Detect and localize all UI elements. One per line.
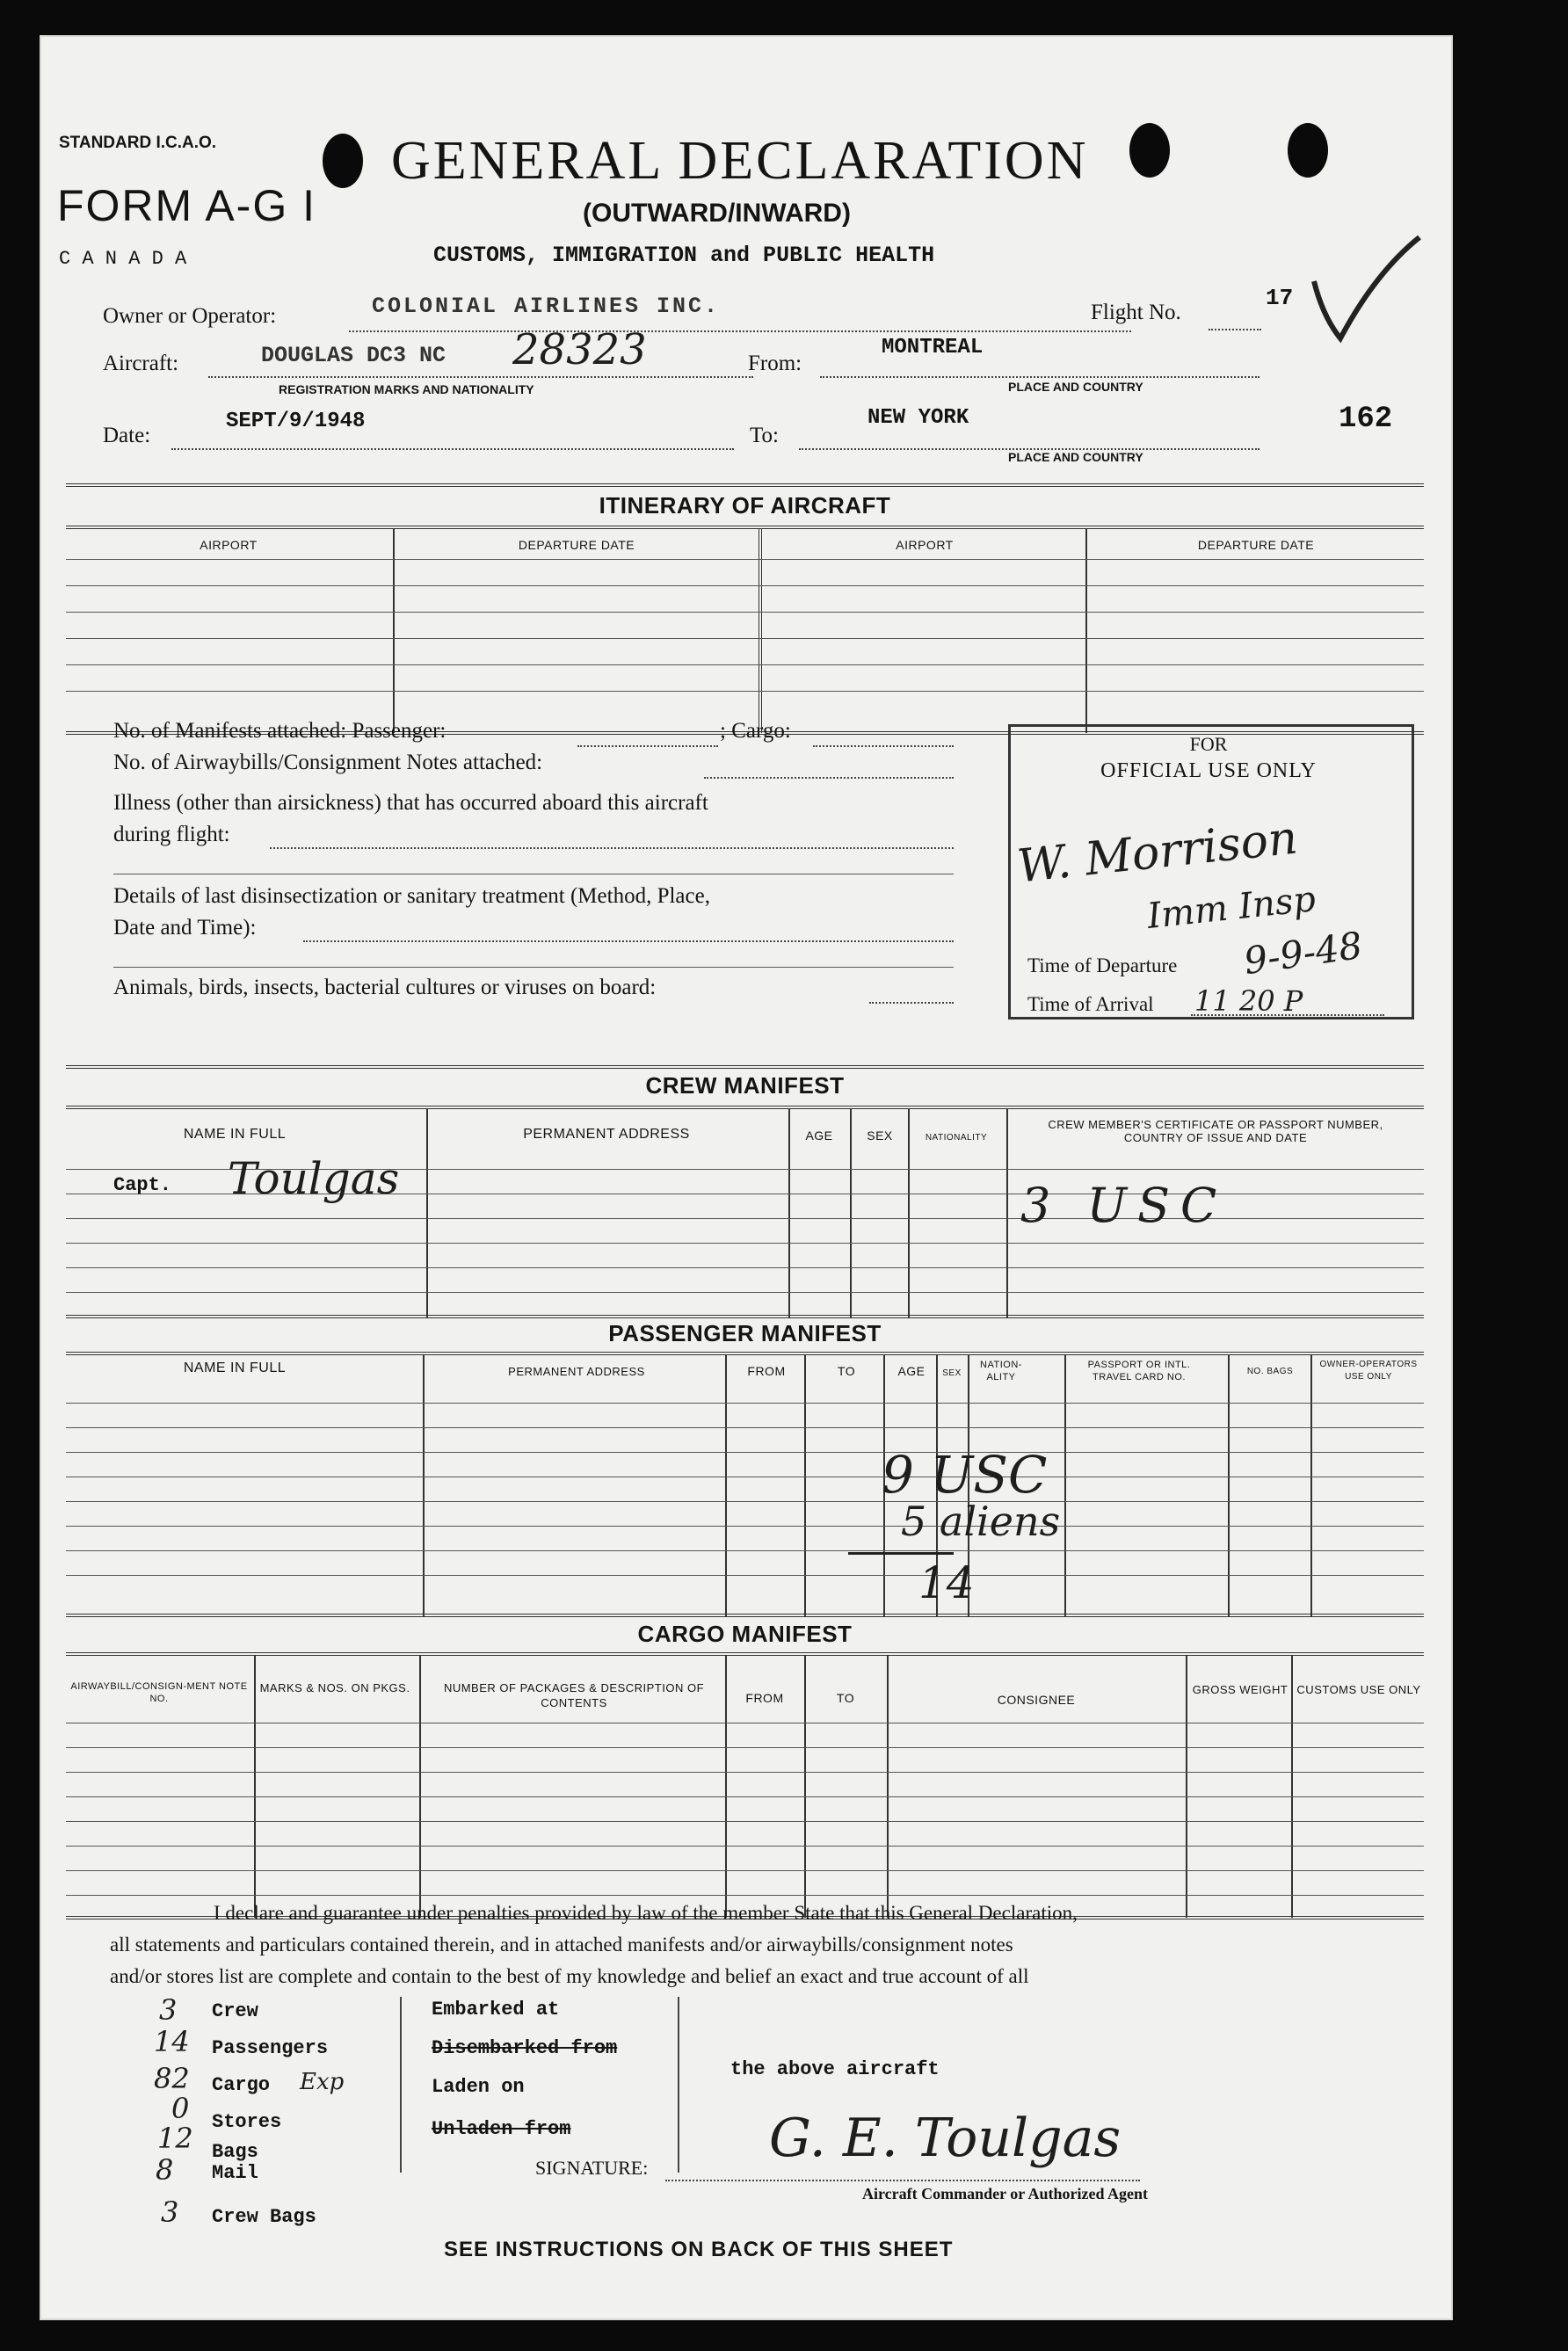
check-mark-icon <box>1305 220 1428 352</box>
animals-line <box>869 1002 954 1004</box>
illness-line <box>270 847 954 849</box>
crew-col-nationality: NATIONALITY <box>925 1133 988 1143</box>
item-passengers: Passengers <box>212 2037 329 2059</box>
crew-col-name: NAME IN FULL <box>183 1127 287 1142</box>
passenger-row-line <box>66 1427 1424 1428</box>
arrival-time-value: 11 20 P <box>1194 984 1303 1018</box>
bracket-left <box>400 1997 402 2173</box>
passenger-total: 14 <box>918 1557 975 1608</box>
crew-row-line <box>66 1267 1424 1268</box>
signature-line <box>665 2180 1140 2181</box>
to-label: To: <box>750 424 779 447</box>
item-cargo: Cargo <box>212 2074 271 2096</box>
itinerary-row-line <box>66 691 1424 692</box>
date-label: Date: <box>103 424 151 447</box>
cargo-row-line <box>66 1895 1424 1896</box>
passenger-col-age: AGE <box>897 1364 926 1378</box>
itinerary-col-date-1: DEPARTURE DATE <box>518 538 635 552</box>
animals-question: Animals, birds, insects, bacterial cultures or viruses on board: <box>113 976 657 999</box>
punch-hole-center <box>1129 123 1170 178</box>
crew-title: CREW MANIFEST <box>645 1072 845 1099</box>
cargo-question: ; Cargo: <box>720 719 791 743</box>
passenger-divider <box>725 1355 727 1617</box>
punch-hole-right <box>1288 123 1328 178</box>
itinerary-head-rule <box>66 526 1424 529</box>
cargo-note: Exp <box>300 2069 345 2095</box>
departure-time-label: Time of Departure <box>1027 954 1178 976</box>
instructions-note: SEE INSTRUCTIONS ON BACK OF THIS SHEET <box>444 2238 954 2261</box>
crew-divider <box>426 1109 428 1318</box>
cargo-row-line <box>66 1796 1424 1797</box>
itinerary-top-rule <box>66 483 1424 487</box>
crew-row-line <box>66 1292 1424 1293</box>
cargo-row-line <box>66 1747 1424 1748</box>
crew-col-address: PERMANENT ADDRESS <box>523 1127 690 1142</box>
crew-col-age: AGE <box>805 1128 833 1143</box>
crew-note: 3 USC <box>1020 1178 1228 1233</box>
passenger-row-line <box>66 1403 1424 1404</box>
count-mail: 8 <box>156 2153 174 2187</box>
itinerary-title: ITINERARY OF AIRCRAFT <box>599 492 891 519</box>
registration-caption: REGISTRATION MARKS AND NATIONALITY <box>279 382 534 396</box>
count-crew: 3 <box>159 1993 178 2027</box>
flight-line <box>1209 329 1261 330</box>
passenger-head-rule <box>66 1352 1424 1355</box>
item-stores: Stores <box>212 2111 282 2133</box>
cargo-head-rule <box>66 1652 1424 1656</box>
cargo-col-customs: CUSTOMS USE ONLY <box>1296 1683 1421 1696</box>
illness-question-cont: during flight: <box>113 823 230 846</box>
count-cargo: 82 <box>154 2062 190 2095</box>
date-value: SEPT/9/1948 <box>226 410 366 433</box>
crew-divider <box>1006 1109 1008 1318</box>
disinsect-question-cont: Date and Time): <box>113 916 257 940</box>
cargo-col-airwaybill: AIRWAYBILL/CONSIGN-MENT NOTE NO. <box>70 1681 248 1704</box>
signature-label: SIGNATURE: <box>535 2157 649 2179</box>
itinerary-row-line <box>66 612 1424 613</box>
passenger-top-rule <box>66 1315 1424 1318</box>
passenger-divider <box>423 1355 425 1617</box>
passenger-col-address: PERMANENT ADDRESS <box>508 1365 645 1378</box>
country-label: C A N A D A <box>59 248 187 270</box>
form-subtitle: CUSTOMS, IMMIGRATION and PUBLIC HEALTH <box>433 243 935 268</box>
itinerary-row-line <box>66 664 1424 665</box>
form-title: GENERAL DECLARATION <box>391 131 1089 191</box>
passenger-divider <box>804 1355 806 1617</box>
from-label: From: <box>748 352 802 375</box>
cargo-row-line <box>66 1870 1424 1871</box>
cargo-col-marks: MARKS & NOS. ON PKGS. <box>259 1681 410 1694</box>
action-unladen: Unladen from <box>432 2118 571 2140</box>
aircraft-label: Aircraft: <box>103 352 179 375</box>
count-crew-bags: 3 <box>161 2195 179 2229</box>
airwaybills-line <box>704 777 954 779</box>
disinsect-line <box>303 940 954 942</box>
itinerary-row-line <box>66 559 1424 560</box>
place-caption-to: PLACE AND COUNTRY <box>1008 450 1143 464</box>
place-caption-from: PLACE AND COUNTRY <box>1008 380 1143 394</box>
aircraft-registration: 28323 <box>512 325 647 374</box>
cargo-manifest-line <box>813 745 954 747</box>
to-value: NEW YORK <box>867 406 969 430</box>
crew-divider <box>788 1109 790 1318</box>
itinerary-row-line <box>66 585 1424 586</box>
cargo-divider <box>1186 1656 1187 1918</box>
owner-label: Owner or Operator: <box>103 304 277 328</box>
itinerary-col-date-2: DEPARTURE DATE <box>1197 538 1315 552</box>
passenger-col-to: TO <box>837 1364 856 1378</box>
passenger-divider <box>1310 1355 1312 1617</box>
itinerary-row-line <box>66 638 1424 639</box>
cargo-row-line <box>66 1821 1424 1822</box>
arrival-time-label: Time of Arrival <box>1027 993 1154 1015</box>
aircraft-value: DOUGLAS DC3 NC <box>261 343 446 368</box>
date-line <box>171 448 734 450</box>
direction-label: (OUTWARD/INWARD) <box>583 199 851 228</box>
action-laden: Laden on <box>432 2076 525 2098</box>
cargo-top-rule <box>66 1614 1424 1617</box>
itinerary-col-airport-2: AIRPORT <box>896 538 954 552</box>
passenger-col-passport: PASSPORT OR INTL. TRAVEL CARD NO. <box>1087 1360 1191 1382</box>
from-value: MONTREAL <box>882 336 984 359</box>
passenger-divider <box>1228 1355 1230 1617</box>
cargo-col-from: FROM <box>745 1691 784 1705</box>
count-passengers: 14 <box>154 2025 190 2058</box>
signer-caption: Aircraft Commander or Authorized Agent <box>862 2185 1148 2202</box>
passenger-row-line <box>66 1550 1424 1551</box>
item-bags: Bags <box>212 2141 258 2163</box>
standard-label: STANDARD I.C.A.O. <box>59 134 217 152</box>
cargo-row-line <box>66 1846 1424 1847</box>
cargo-divider <box>1291 1656 1293 1918</box>
passenger-col-name: NAME IN FULL <box>183 1361 287 1375</box>
passenger-col-bags: NO. BAGS <box>1246 1367 1294 1376</box>
passenger-manifest-line <box>577 745 718 747</box>
owner-line <box>349 330 1131 332</box>
flight-value: 17 <box>1266 285 1294 311</box>
declaration-line-3: and/or stores list are complete and contain to the best of my knowledge and belief an exact and true account of all <box>110 1965 1029 1987</box>
crew-divider <box>908 1109 910 1318</box>
aircraft-line <box>208 376 753 378</box>
passenger-row-line <box>66 1501 1424 1502</box>
above-aircraft: the above aircraft <box>730 2058 940 2080</box>
count-stores: 0 <box>171 2092 190 2125</box>
passenger-row-line <box>66 1575 1424 1576</box>
item-crew-bags: Crew Bags <box>212 2206 316 2228</box>
passenger-row-line <box>66 1526 1424 1527</box>
crew-row-line <box>66 1243 1424 1244</box>
cargo-divider <box>725 1656 727 1918</box>
declaration-line-2: all statements and particulars contained therein, and in attached manifests and/or airwaybills/consignment notes <box>110 1934 1013 1956</box>
captain-label: Capt. <box>113 1174 172 1196</box>
cargo-col-weight: GROSS WEIGHT <box>1192 1683 1289 1696</box>
official-heading: OFFICIAL USE ONLY <box>1100 759 1317 782</box>
passenger-row-line <box>66 1452 1424 1453</box>
inspector-title: Imm Insp <box>1145 879 1318 937</box>
passenger-note-usc: 9 USC <box>882 1445 1048 1505</box>
illness-question: Illness (other than airsickness) that has occurred aboard this aircraft <box>113 791 708 815</box>
cargo-col-consignee: CONSIGNEE <box>997 1693 1076 1707</box>
crew-divider <box>850 1109 852 1318</box>
punch-hole-left <box>323 134 363 188</box>
passenger-col-owner: OWNER-OPERATORS USE ONLY <box>1319 1360 1418 1382</box>
declaration-form <box>40 35 1453 2320</box>
inspection-date: 9-9-48 <box>1241 923 1366 983</box>
passenger-title: PASSENGER MANIFEST <box>608 1320 882 1346</box>
cargo-col-packages: NUMBER OF PACKAGES & DESCRIPTION OF CONTENTS <box>443 1681 705 1709</box>
declaration-line-1: I declare and guarantee under penalties provided by law of the member State that this General Declaration, <box>214 1902 1078 1924</box>
cargo-divider <box>419 1656 421 1918</box>
bracket-right <box>678 1997 679 2173</box>
sheet-number: 162 <box>1339 403 1393 436</box>
passenger-divider <box>1064 1355 1066 1617</box>
captain-name: Toulgas <box>228 1153 400 1204</box>
count-bags: 12 <box>157 2122 193 2155</box>
passenger-col-sex: SEX <box>942 1368 962 1378</box>
official-for: FOR <box>1189 733 1228 755</box>
passenger-total-rule <box>848 1552 954 1555</box>
crew-col-certificate: CREW MEMBER'S CERTIFICATE OR PASSPORT NUMBER, COUNTRY OF ISSUE AND DATE <box>1048 1118 1383 1144</box>
passenger-note-aliens: 5 aliens <box>901 1498 1061 1545</box>
itinerary-col-airport-1: AIRPORT <box>200 538 258 552</box>
manifests-question: No. of Manifests attached: Passenger: <box>113 719 446 743</box>
item-mail: Mail <box>212 2162 258 2184</box>
cargo-title: CARGO MANIFEST <box>637 1621 853 1647</box>
owner-value: COLONIAL AIRLINES INC. <box>372 294 721 319</box>
action-disembarked: Disembarked from <box>432 2037 618 2059</box>
item-crew: Crew <box>212 2000 258 2022</box>
disinsect-extra-line <box>113 967 954 968</box>
action-embarked: Embarked at <box>432 1999 560 2021</box>
passenger-col-nationality: NATION-ALITY <box>980 1360 1022 1382</box>
from-line <box>820 376 1259 378</box>
inspector-signature: W. Morrison <box>1014 811 1301 894</box>
cargo-divider <box>887 1656 889 1918</box>
airwaybills-question: No. of Airwaybills/Consignment Notes attached: <box>113 751 543 774</box>
crew-col-sex: SEX <box>867 1128 893 1143</box>
disinsect-question: Details of last disinsectization or sanitary treatment (Method, Place, <box>113 884 710 908</box>
cargo-divider <box>804 1656 806 1918</box>
form-number: FORM A-G I <box>57 181 316 230</box>
cargo-row-line <box>66 1772 1424 1773</box>
cargo-divider <box>254 1656 256 1918</box>
cargo-col-to: TO <box>836 1691 855 1705</box>
passenger-col-from: FROM <box>747 1364 786 1378</box>
crew-head-rule <box>66 1106 1424 1109</box>
crew-top-rule <box>66 1065 1424 1069</box>
commander-signature: G. E. Toulgas <box>769 2108 1122 2169</box>
flight-label: Flight No. <box>1091 301 1181 324</box>
